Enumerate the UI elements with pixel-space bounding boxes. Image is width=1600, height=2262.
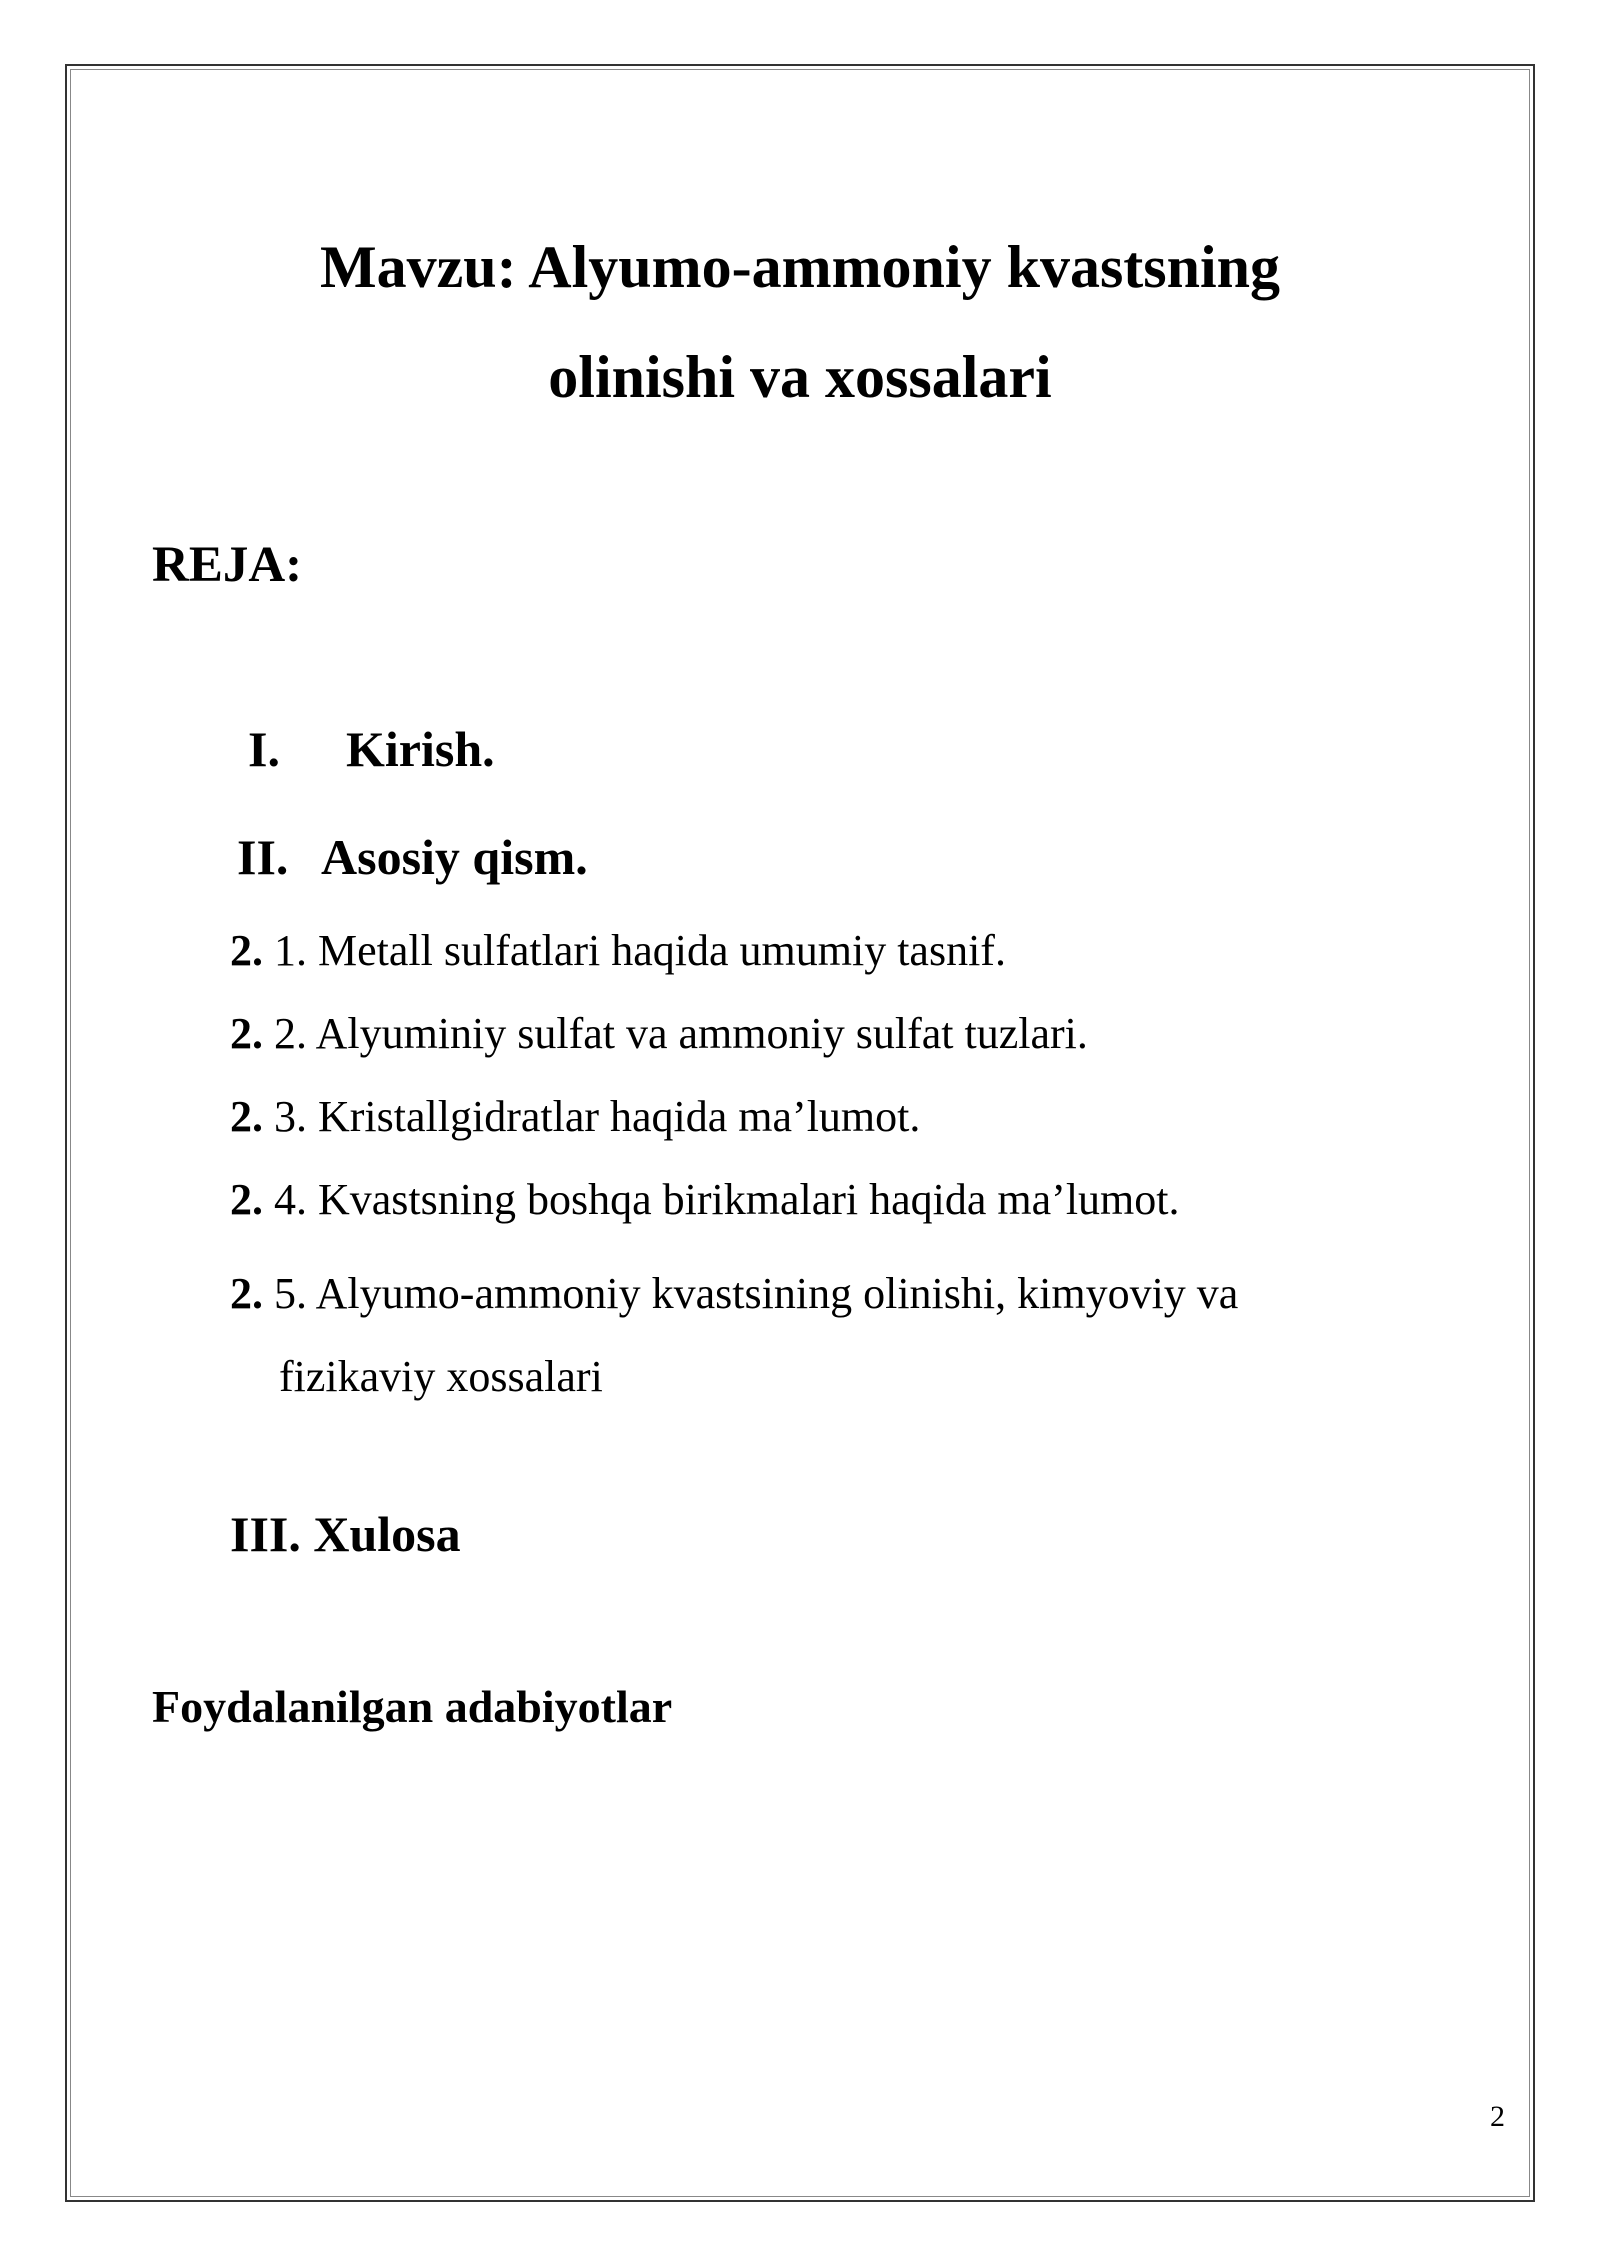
section-numeral: II. — [237, 829, 289, 885]
document-title — [0, 212, 1600, 432]
subsection-lead: 2. — [230, 1269, 263, 1318]
page-number: 2 — [1490, 2100, 1505, 2133]
subsection-lead: 2. — [230, 1092, 263, 1141]
subsection-lead: 2. — [230, 1009, 263, 1058]
section-intro — [248, 720, 495, 778]
subsection-text: 5. Alyumo-ammoniy kvastsining olinishi, kimyoviy va — [274, 1269, 1239, 1318]
subsection-item — [230, 1169, 1180, 1231]
plan-heading: REJA: — [152, 537, 303, 593]
subsection-item — [230, 1252, 1238, 1418]
subsection-text: 2. Alyuminiy sulfat va ammoniy sulfat tuzlari. — [274, 1009, 1088, 1058]
subsection-text: 1. Metall sulfatlari haqida umumiy tasnif. — [274, 926, 1006, 975]
subsection-continuation: fizikaviy xossalari — [279, 1352, 603, 1401]
subsection-text: 3. Kristallgidratlar haqida ma’lumot. — [274, 1092, 921, 1141]
subsection-lead: 2. — [230, 926, 263, 975]
subsection-lead: 2. — [230, 1175, 263, 1224]
references-heading: Foydalanilgan adabiyotlar — [152, 1681, 673, 1732]
subsection-item — [230, 920, 1006, 982]
section-numeral: III. — [230, 1506, 301, 1562]
subsection-item — [230, 1086, 920, 1148]
subsection-item — [230, 1003, 1088, 1065]
section-main — [237, 828, 588, 886]
title-line-2: olinishi va xossalari — [548, 344, 1052, 410]
section-conclusion — [230, 1505, 461, 1563]
subsection-text: 4. Kvastsning boshqa birikmalari haqida ma’lumot. — [274, 1175, 1180, 1224]
section-label: Asosiy qism. — [321, 829, 588, 885]
section-label: Kirish. — [346, 721, 495, 777]
title-line-1: Mavzu: Alyumo-ammoniy kvastsning — [319, 234, 1281, 300]
section-label: Xulosa — [313, 1506, 461, 1562]
section-numeral: I. — [248, 721, 280, 777]
